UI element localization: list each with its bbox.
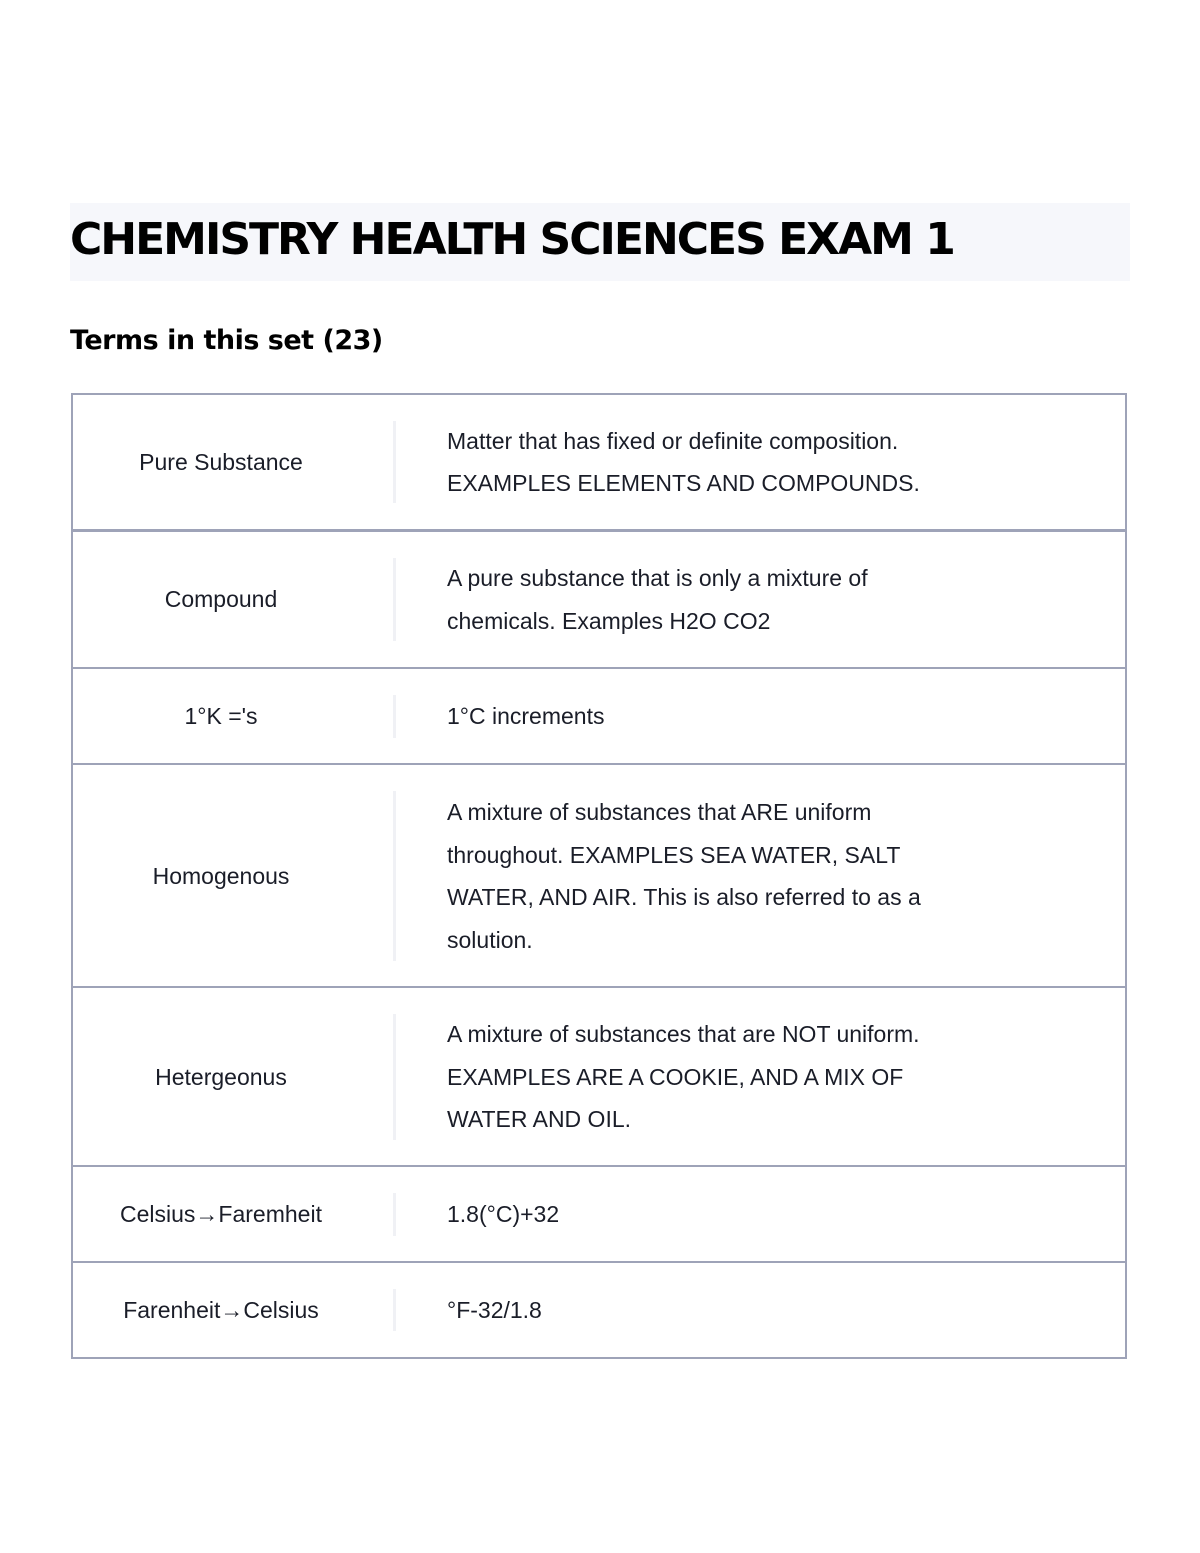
card-divider	[393, 695, 396, 738]
card-term: Farenheit→Celsius	[123, 1296, 319, 1323]
card-definition	[447, 988, 977, 1166]
term-card	[71, 1165, 1127, 1264]
card-divider	[393, 1289, 396, 1331]
card-term: Homogenous	[152, 862, 290, 889]
card-definition-text: Matter that has fixed or definite composition. EXAMPLES ELEMENTS AND COMPOUNDS.	[447, 427, 920, 496]
card-definition-text: 1°C increments	[447, 703, 605, 730]
card-definition-text: °F-32/1.8	[447, 1296, 542, 1323]
card-term: 1°K ='s	[184, 703, 258, 729]
term-card	[71, 393, 1127, 531]
card-term: Hetergeonus	[155, 1063, 287, 1090]
card-divider	[393, 421, 396, 503]
card-divider	[393, 1014, 396, 1140]
card-definition	[447, 532, 927, 667]
page-title: CHEMISTRY HEALTH SCIENCES EXAM 1	[70, 214, 954, 265]
term-card	[71, 1261, 1127, 1359]
term-card	[71, 763, 1127, 989]
card-definition-text: A mixture of substances that ARE uniform throughout. EXAMPLES SEA WATER, SALT WATER, AND AIR. This is also referred to as a solution.	[447, 799, 921, 953]
card-definition	[447, 1263, 1085, 1357]
card-definition	[447, 395, 1007, 529]
term-card	[71, 667, 1127, 766]
term-card	[71, 986, 1127, 1168]
card-divider	[393, 791, 396, 961]
card-definition-text: A pure substance that is only a mixture of chemicals. Examples H2O CO2	[447, 565, 868, 634]
card-divider	[393, 1193, 396, 1236]
terms-count-heading: Terms in this set (23)	[70, 325, 383, 356]
card-term: Pure Substance	[139, 448, 303, 475]
card-definition-text: A mixture of substances that are NOT uniform. EXAMPLES ARE A COOKIE, AND A MIX OF WATER AND OIL.	[447, 1021, 920, 1133]
card-definition	[447, 1167, 1085, 1262]
card-definition-text: 1.8(°C)+32	[447, 1201, 560, 1228]
card-definition	[447, 765, 987, 987]
card-definition	[447, 669, 1085, 764]
card-term: Celsius→Faremheit	[120, 1201, 322, 1227]
card-term: Compound	[164, 586, 278, 612]
card-divider	[393, 558, 396, 641]
term-card	[71, 530, 1127, 669]
